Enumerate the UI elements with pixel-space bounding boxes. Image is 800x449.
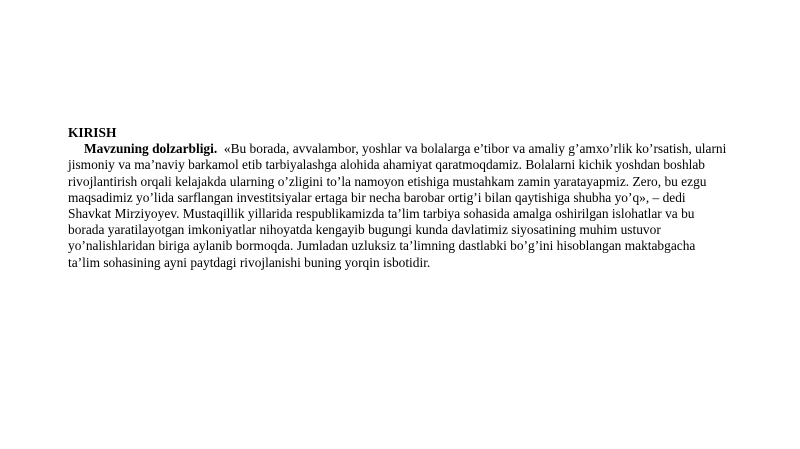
paragraph-lead: Mavzuning dolzarbligi. [84,141,218,157]
text-block [68,125,728,271]
section-heading: KIRISH [68,125,117,140]
paragraph-body: «Bu borada, avvalambor, yoshlar va bolalarga e’tibor va amaliy g’amxo’rlik ko’rsatish, ularni jismoniy va ma’naviy barkamol etib tarbiyalashga alohida ahamiyat qaratmoqdamiz. Bolalarni kichik yoshdan boshlab rivojlantirish orqali kelajakda ularning o’zligini to’la namoyon etishiga mustahkam zamin yaratayapmiz. Zero, bu ezgu maqsadimiz yo’lida sarflangan investitsiyalar ertaga bir necha barobar ortig’i bilan qaytishiga shubha yo’q», – dedi Shavkat Mirziyoyev. Mustaqillik yillarida respublikamizda ta’lim tarbiya sohasida amalga oshirilgan islohatlar va bu borada yaratilayotgan imkoniyatlar nihoyatda kengayib bugungi kunda davlatimiz siyosatining muhim ustuvor yo’nalishlaridan biriga aylanib bormoqda. Jumladan uzluksiz ta’limning dastlabki bo’g’ini hisoblangan maktabgacha ta’lim sohasining ayni paytdagi rivojlanishi buning yorqin isbotidir. [68,141,727,270]
body-paragraph [68,141,728,271]
